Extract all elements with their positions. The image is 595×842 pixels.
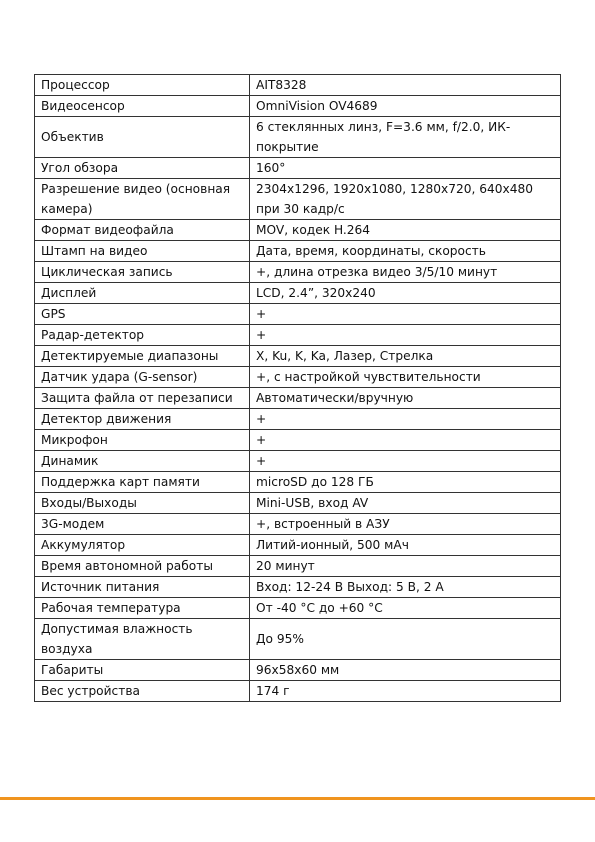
spec-row — [35, 388, 561, 409]
spec-value: Дата, время, координаты, скорость — [250, 241, 561, 262]
spec-row — [35, 430, 561, 451]
spec-value: AIT8328 — [250, 75, 561, 96]
spec-value: Mini-USB, вход AV — [250, 493, 561, 514]
spec-value: 6 стеклянных линз, F=3.6 мм, f/2.0, ИК-покрытие — [250, 117, 561, 158]
spec-row — [35, 325, 561, 346]
spec-label: Входы/Выходы — [35, 493, 250, 514]
spec-row — [35, 660, 561, 681]
spec-row — [35, 556, 561, 577]
spec-label: GPS — [35, 304, 250, 325]
spec-label: Допустимая влажность воздуха — [35, 619, 250, 660]
spec-label: Циклическая запись — [35, 262, 250, 283]
spec-row — [35, 577, 561, 598]
spec-label: Габариты — [35, 660, 250, 681]
spec-value: + — [250, 409, 561, 430]
spec-value: + — [250, 304, 561, 325]
spec-value: X, Ku, K, Ka, Лазер, Стрелка — [250, 346, 561, 367]
spec-row — [35, 367, 561, 388]
spec-label: Детектор движения — [35, 409, 250, 430]
spec-label: Формат видеофайла — [35, 220, 250, 241]
spec-label: Объектив — [35, 117, 250, 158]
spec-label: Штамп на видео — [35, 241, 250, 262]
footer-accent-rule — [0, 797, 595, 800]
spec-row — [35, 514, 561, 535]
spec-row — [35, 472, 561, 493]
spec-value: 174 г — [250, 681, 561, 702]
spec-row — [35, 619, 561, 660]
spec-value: 20 минут — [250, 556, 561, 577]
spec-value: Автоматически/вручную — [250, 388, 561, 409]
spec-row — [35, 158, 561, 179]
spec-label: Защита файла от перезаписи — [35, 388, 250, 409]
spec-row — [35, 179, 561, 220]
spec-table-body — [35, 75, 561, 702]
spec-label: Вес устройства — [35, 681, 250, 702]
spec-value: 160° — [250, 158, 561, 179]
spec-value: + — [250, 430, 561, 451]
spec-row — [35, 681, 561, 702]
spec-label: Рабочая температура — [35, 598, 250, 619]
spec-label: Детектируемые диапазоны — [35, 346, 250, 367]
spec-row — [35, 535, 561, 556]
spec-label: Дисплей — [35, 283, 250, 304]
spec-row — [35, 304, 561, 325]
spec-value: Литий-ионный, 500 мАч — [250, 535, 561, 556]
spec-value: MOV, кодек H.264 — [250, 220, 561, 241]
spec-value: microSD до 128 ГБ — [250, 472, 561, 493]
spec-label: Аккумулятор — [35, 535, 250, 556]
spec-value: До 95% — [250, 619, 561, 660]
spec-label: Динамик — [35, 451, 250, 472]
spec-label: Микрофон — [35, 430, 250, 451]
spec-label: Время автономной работы — [35, 556, 250, 577]
spec-value: От -40 °С до +60 °С — [250, 598, 561, 619]
spec-row — [35, 283, 561, 304]
spec-label: Радар-детектор — [35, 325, 250, 346]
spec-label: Процессор — [35, 75, 250, 96]
spec-value: LCD, 2.4”, 320x240 — [250, 283, 561, 304]
spec-row — [35, 241, 561, 262]
spec-value: + — [250, 451, 561, 472]
spec-value: 2304x1296, 1920x1080, 1280x720, 640x480 при 30 кадр/с — [250, 179, 561, 220]
spec-label: Видеосенсор — [35, 96, 250, 117]
spec-value: +, длина отрезка видео 3/5/10 минут — [250, 262, 561, 283]
spec-label: 3G-модем — [35, 514, 250, 535]
spec-row — [35, 493, 561, 514]
spec-row — [35, 409, 561, 430]
spec-row — [35, 96, 561, 117]
spec-value: OmniVision OV4689 — [250, 96, 561, 117]
spec-label: Датчик удара (G-sensor) — [35, 367, 250, 388]
spec-label: Источник питания — [35, 577, 250, 598]
spec-row — [35, 346, 561, 367]
spec-value: + — [250, 325, 561, 346]
spec-row — [35, 117, 561, 158]
spec-value: +, встроенный в АЗУ — [250, 514, 561, 535]
spec-row — [35, 451, 561, 472]
spec-label: Поддержка карт памяти — [35, 472, 250, 493]
spec-table — [34, 74, 561, 702]
spec-row — [35, 220, 561, 241]
spec-row — [35, 262, 561, 283]
spec-value: Вход: 12-24 В Выход: 5 В, 2 А — [250, 577, 561, 598]
spec-value: 96x58x60 мм — [250, 660, 561, 681]
spec-row — [35, 598, 561, 619]
spec-label: Угол обзора — [35, 158, 250, 179]
spec-value: +, с настройкой чувствительности — [250, 367, 561, 388]
spec-label: Разрешение видео (основная камера) — [35, 179, 250, 220]
spec-row — [35, 75, 561, 96]
